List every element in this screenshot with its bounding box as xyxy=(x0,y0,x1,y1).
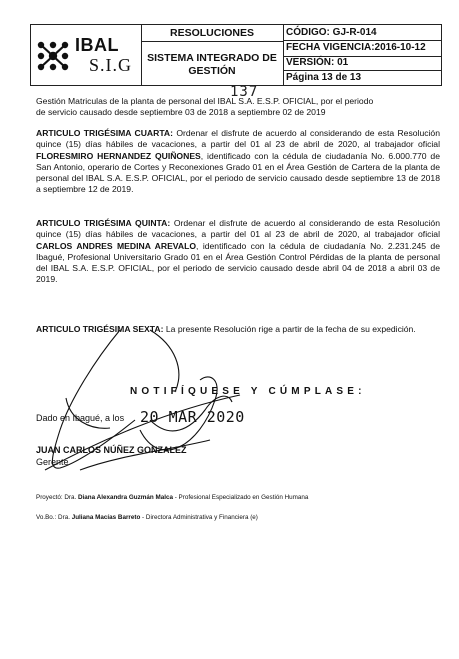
projected-role: - Profesional Especializado en Gestión Humana xyxy=(172,494,309,501)
projected-name: Diana Alexandra Guzmán Malca xyxy=(78,494,173,501)
signer-name: JUAN CARLOS NÚÑEZ GONZALEZ xyxy=(36,445,187,455)
paragraph-line: Gestión Matriculas de la planta de personal del IBAL S.A. E.S.P. OFICIAL, por el periodo xyxy=(36,96,374,106)
header-subtitle-line2: GESTIÓN xyxy=(188,65,236,77)
article-text: Ordenar el disfrute de acuerdo al considerando de esta Resolución quince (15) días hábiles de vacaciones, a partir del 01 al 23 de abril de 2020, al trabajador oficial xyxy=(36,218,440,240)
article-heading: ARTICULO TRIGÉSIMA SEXTA: xyxy=(36,324,164,334)
approved-by-line xyxy=(36,514,258,521)
header-subtitle-line1: SISTEMA INTEGRADO DE xyxy=(147,52,277,64)
vobo-name: Juliana Macías Barreto xyxy=(71,514,141,521)
header-validity-date: FECHA VIGENCIA:2016-10-12 xyxy=(286,42,426,53)
paragraph-line: de servicio causado desde septiembre 03 de 2018 a septiembre 02 de 2019 xyxy=(36,107,326,118)
article-heading: ARTICULO TRIGÉSIMA CUARTA: xyxy=(36,128,173,138)
article-text: Ordenar el disfrute de acuerdo al considerando de esta Resolución quince (15) días hábiles de vacaciones, a partir del 01 al 23 de abril de 2020, al trabajador oficial xyxy=(36,128,440,150)
article-text: , identificado con la cédula de ciudadanía No. 6.000.770 de San Antonio, operario de Cortes y Reconexiones Grado 01 en el Área Gestión de Cartera de la planta de personal del IBAL S.A. E.S.P. OFICIAL, por el periodo de servicio causado desde septiembre 13 de 2018 a septiembre 12 de 2019. xyxy=(36,150,440,195)
article-heading: ARTICULO TRIGÉSIMA QUINTA: xyxy=(36,218,171,228)
signer-role: Gerente xyxy=(36,457,69,467)
worker-name: CARLOS ANDRES MEDINA AREVALO xyxy=(36,240,197,251)
projected-by-line xyxy=(36,494,308,501)
logo-text: IBAL xyxy=(75,35,119,55)
header-title: RESOLUCIONES xyxy=(169,27,254,39)
header-version: VERSIÓN: 01 xyxy=(286,57,349,68)
issued-place-text: Dado en Ibagué, a los xyxy=(36,413,125,423)
worker-name: FLORESMIRO HERNANDEZ QUIÑONES xyxy=(36,150,201,161)
header-code: CÓDIGO: GJ-R-014 xyxy=(286,27,377,38)
vobo-label: Vo.Bo.: Dra. xyxy=(36,514,72,521)
logo-subtext: S.I.G xyxy=(89,55,133,75)
article-text: , identificado con la cédula de ciudadanía No. 2.231.245 de Ibagué, Profesional Universitario Grado 01 en el Área Gestión Control Pérdidas de la planta de personal del IBAL S.A. E.S.P. OFICIAL, por el periodo de servicio causado desde abril 04 de 2018 a abril 03 de 2019. xyxy=(36,240,440,285)
article-text: La presente Resolución rige a partir de la fecha de su expedición. xyxy=(163,324,416,334)
vobo-role: - Directora Administrativa y Financiera (e) xyxy=(140,514,258,521)
date-stamp: 20 MAR 2020 xyxy=(140,408,245,426)
handwritten-number: 137 xyxy=(230,84,259,100)
notify-heading: NOTIFÍQUESE Y CÚMPLASE: xyxy=(130,386,366,397)
header-page-number: Página 13 de 13 xyxy=(286,72,362,83)
projected-label: Proyectó: Dra. xyxy=(36,494,78,501)
